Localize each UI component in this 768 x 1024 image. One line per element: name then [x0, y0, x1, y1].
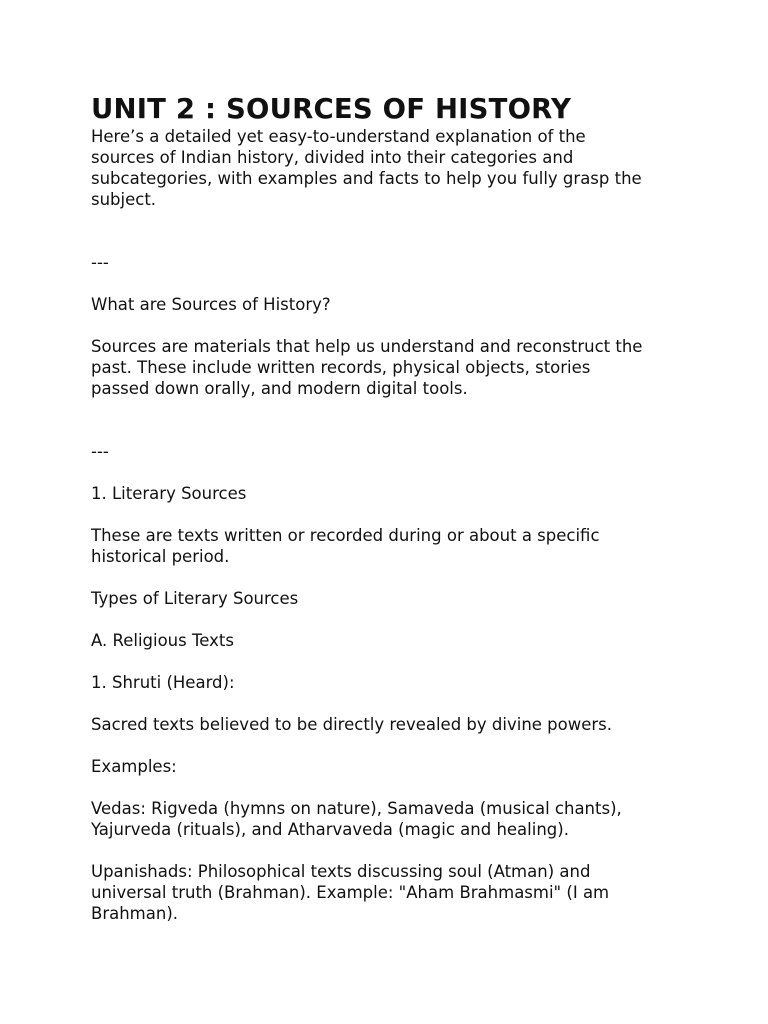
text-line: ---: [91, 442, 109, 461]
text-line: Sources are materials that help us understand and reconstruct the: [91, 337, 643, 356]
text-line: Brahman).: [91, 904, 178, 923]
subsection-heading: [91, 630, 691, 651]
section-divider: [91, 441, 691, 462]
body-paragraph: [91, 336, 691, 399]
body-paragraph: [91, 714, 691, 735]
text-line: past. These include written records, physical objects, stories: [91, 358, 591, 377]
text-line: These are texts written or recorded during or about a specific: [91, 526, 600, 545]
text-line: subcategories, with examples and facts to help you fully grasp the: [91, 169, 642, 188]
text-line: historical period.: [91, 547, 230, 566]
body-paragraph: [91, 798, 691, 840]
text-line: passed down orally, and modern digital tools.: [91, 379, 468, 398]
section-divider: [91, 252, 691, 273]
body-paragraph: [91, 525, 691, 567]
text-line: What are Sources of History?: [91, 295, 331, 314]
text-line: Here’s a detailed yet easy-to-understand explanation of the: [91, 127, 586, 146]
text-line: 1. Shruti (Heard):: [91, 673, 235, 692]
body-paragraph: [91, 861, 691, 924]
document-page: [91, 93, 691, 924]
text-line: A. Religious Texts: [91, 631, 234, 650]
page-title: UNIT 2 : SOURCES OF HISTORY: [91, 93, 572, 125]
text-line: Vedas: Rigveda (hymns on nature), Samaveda (musical chants),: [91, 799, 622, 818]
text-line: subject.: [91, 190, 157, 209]
text-line: 1. Literary Sources: [91, 484, 247, 503]
text-line: Types of Literary Sources: [91, 589, 299, 608]
intro-paragraph: [91, 126, 691, 210]
text-line: Upanishads: Philosophical texts discussing soul (Atman) and: [91, 862, 591, 881]
text-line: ---: [91, 253, 109, 272]
text-line: Sacred texts believed to be directly revealed by divine powers.: [91, 715, 613, 734]
text-line: sources of Indian history, divided into their categories and: [91, 148, 574, 167]
examples-label: [91, 756, 691, 777]
text-line: universal truth (Brahman). Example: "Aham Brahmasmi" (I am: [91, 883, 610, 902]
text-line: Examples:: [91, 757, 177, 776]
subsection-heading: [91, 672, 691, 693]
section-heading: [91, 294, 691, 315]
subsection-heading: [91, 588, 691, 609]
text-line: Yajurveda (rituals), and Atharvaveda (magic and healing).: [91, 820, 569, 839]
section-heading: [91, 483, 691, 504]
